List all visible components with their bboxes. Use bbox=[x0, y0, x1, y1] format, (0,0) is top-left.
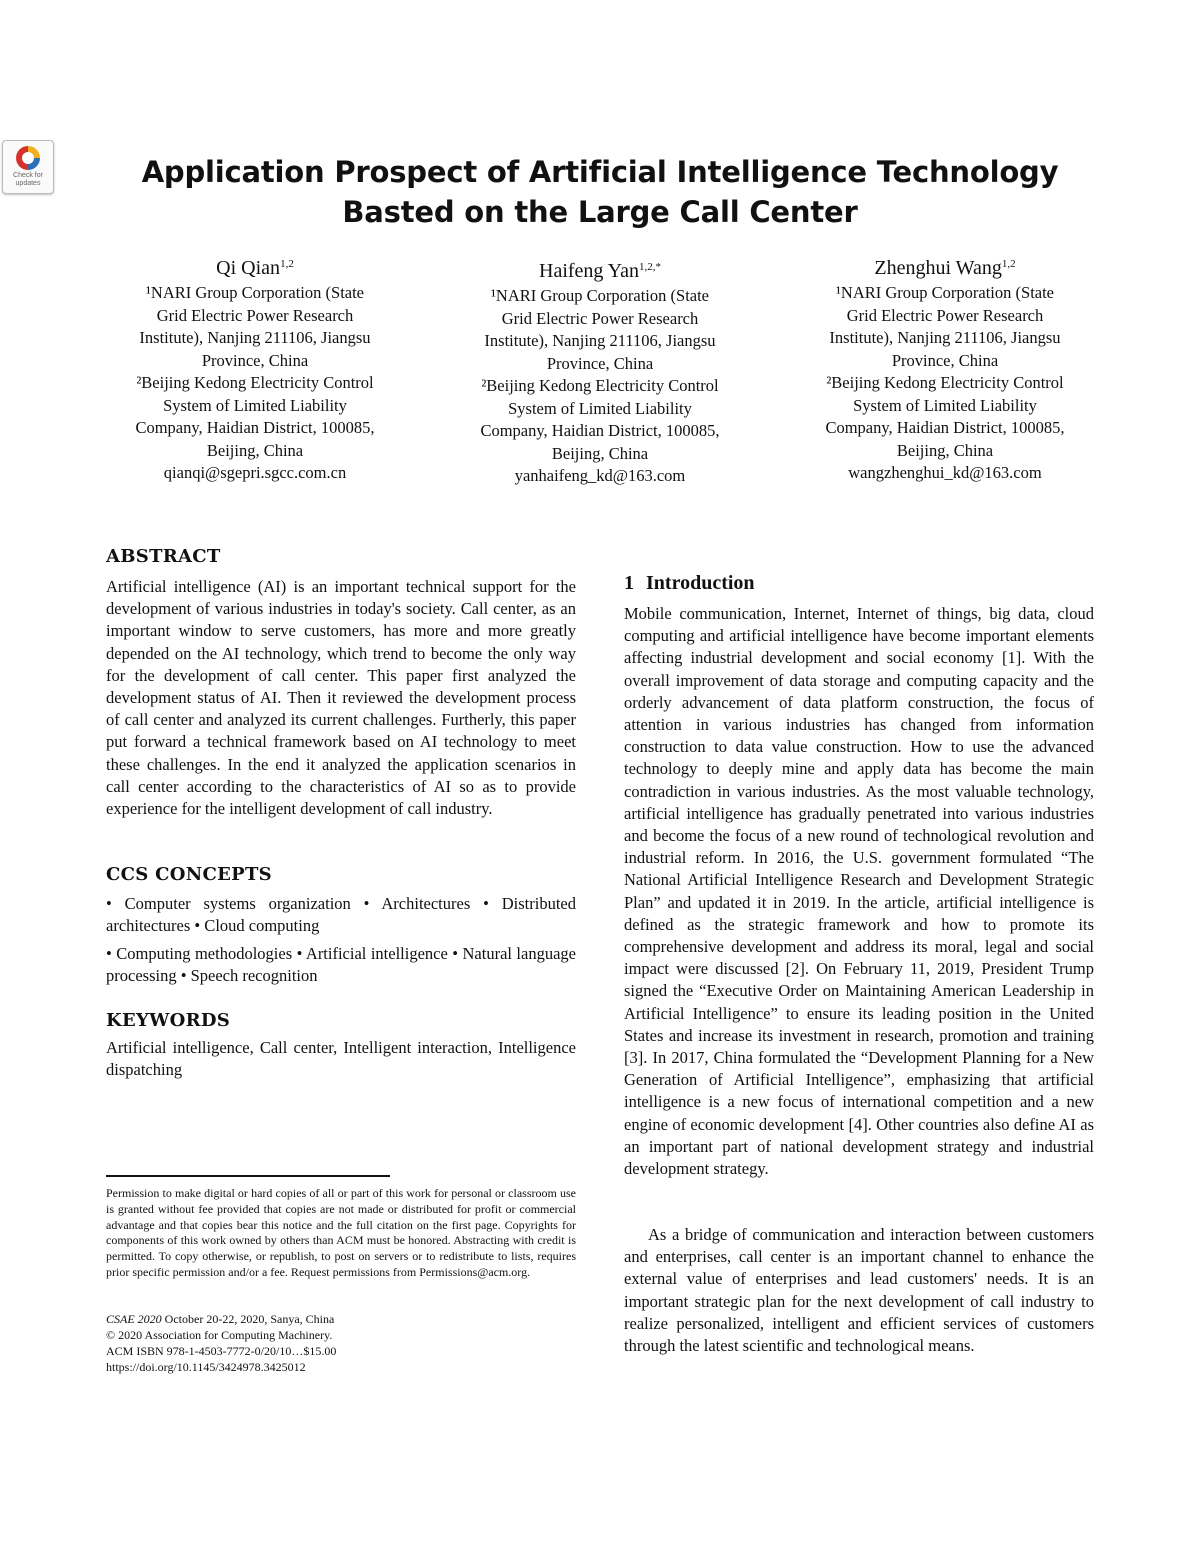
ccs-heading: CCS CONCEPTS bbox=[106, 864, 272, 885]
intro-paragraph-1: Mobile communication, Internet, Internet of things, big data, cloud computing and artificial intelligence have become important elements affecting industrial development and social economy [1]. With the overall improvement of data storage and computing capacity and the orderly advancement of data platform construction, the focus of attention in various industries has changed from information construction to data value construction. How to use the advanced technology to deeply mine and apply data has become the main contradiction in various industries. As the most valuable technology, artificial intelligence has gradually penetrated into various industries and become the focus of a new round of technological revolution and industrial reform. In 2016, the U.S. government formulated “The National Artificial Intelligence Research and Development Strategic Plan” and updated it in 2019. In the article, artificial intelligence is defined as the strategic framework and how to promote its comprehensive development and address its moral, legal and social impact were discussed [2]. On February 11, 2019, President Trump signed the “Executive Order on Maintaining American Leadership in Artificial Intelligence” to ensure its leading position in the United States and increase its investment in research, promotion and training [3]. In 2017, China formulated the “Development Planning for a New Generation of Artificial Intelligence”, emphasizing that artificial intelligence is a new focus of international competition and a new engine of economic development [4]. Other countries also define AI as an important part of national development strategy and industrial development strategy. bbox=[624, 604, 1094, 1179]
abstract-text: Artificial intelligence (AI) is an important technical support for the development of various industries in today's society. Call center, as an important window to serve customers, has more and more greatly depended on the AI technology, which trend to become the only way for the development of call center. This paper first analyzed the development status of AI. Then it reviewed the development process of call center and analyzed its current challenges. Furtherly, this paper put forward a technical framework based on AI technology to meet these challenges. In the end it analyzed the application scenarios in call center according to the characteristics of AI so as to provide experience for the intelligent development of call industry. bbox=[106, 577, 576, 819]
keywords-text: Artificial intelligence, Call center, Intelligent interaction, Intelligence dispatching bbox=[106, 1038, 576, 1080]
doi-link[interactable]: https://doi.org/10.1145/3424978.3425012 bbox=[106, 1360, 306, 1374]
paper-title bbox=[100, 152, 1100, 232]
author-email[interactable]: qianqi@sgepri.sgcc.com.cn bbox=[163, 463, 347, 482]
check-for-updates-badge[interactable] bbox=[2, 140, 54, 194]
author-sup: 1,2 bbox=[280, 258, 294, 270]
section-number: 1 bbox=[624, 572, 634, 594]
author-name: Zhenghui Wang$^{1,2}$ bbox=[874, 257, 1016, 279]
title-line-2: Basted on the Large Call Center bbox=[342, 195, 858, 229]
badge-label: Check for updates bbox=[13, 172, 43, 187]
intro-paragraph-2: As a bridge of communication and interaction between customers and enterprises, call center is an important channel to enhance the external value of enterprises and lead customers' needs. It is an important strategic plan for the next development of call industry to realize personalized, intelligent and efficient services of customers through the latest scientific and technological means. bbox=[624, 1225, 1094, 1356]
section-title: Introduction bbox=[646, 572, 755, 594]
author-email[interactable]: wangzhenghui_kd@163.com bbox=[848, 463, 1042, 482]
keywords-heading: KEYWORDS bbox=[106, 1010, 231, 1031]
author-affiliation: ¹NARI Group Corporation (State Grid Electric Power Research Institute), Nanjing 211106, Jiangsu Province, China ²Beijing Kedong Electricity Control System of Limited Liability Company, Haidian District, 100085, Beijing, China bbox=[135, 283, 375, 460]
ccs-line-1: • Computer systems organization • Architectures • Distributed architectures • Cloud computing bbox=[106, 894, 576, 936]
author-name: Haifeng Yan$^{1,2,*}$ bbox=[539, 260, 661, 282]
author-block-1 bbox=[95, 256, 415, 485]
introduction-heading bbox=[624, 572, 755, 595]
author-sup: 1,2 bbox=[1001, 258, 1016, 270]
author-email[interactable]: yanhaifeng_kd@163.com bbox=[514, 466, 686, 485]
conference-line bbox=[106, 1312, 576, 1328]
title-line-1: Application Prospect of Artificial Intelligence Technology bbox=[141, 155, 1059, 189]
author-block-3 bbox=[785, 256, 1105, 485]
abstract-heading: ABSTRACT bbox=[106, 546, 221, 567]
copyright-line: © 2020 Association for Computing Machinery. bbox=[106, 1328, 333, 1342]
footnote-divider bbox=[106, 1175, 390, 1177]
author-name: Qi Qian$^{1,2}$ bbox=[216, 257, 294, 279]
author-affiliation: ¹NARI Group Corporation (State Grid Electric Power Research Institute), Nanjing 211106, Jiangsu Province, China ²Beijing Kedong Electricity Control System of Limited Liability Company, Haidian District, 100085, Beijing, China bbox=[825, 283, 1065, 460]
ccs-line-2: • Computing methodologies • Artificial intelligence • Natural language processing • Speech recognition bbox=[106, 944, 576, 986]
author-sup: 1,2,* bbox=[639, 261, 661, 273]
permission-notice: Permission to make digital or hard copies of all or part of this work for personal or classroom use is granted without fee provided that copies are not made or distributed for profit or commercial advantage and that copies bear this notice and the full citation on the first page. Copyrights for components of this work owned by others than ACM must be honored. Abstracting with credit is permitted. To copy otherwise, or republish, to post on servers or to redistribute to lists, requires prior specific permission and/or a fee. Request permissions from Permissions@acm.org. bbox=[106, 1186, 576, 1279]
conference-acronym: CSAE 2020 bbox=[106, 1312, 162, 1326]
author-affiliation: ¹NARI Group Corporation (State Grid Electric Power Research Institute), Nanjing 211106, Jiangsu Province, China ²Beijing Kedong Electricity Control System of Limited Liability Company, Haidian District, 100085, Beijing, China bbox=[480, 286, 720, 463]
author-block-2 bbox=[440, 259, 760, 488]
isbn-line: ACM ISBN 978-1-4503-7772-0/20/10…$15.00 bbox=[106, 1344, 337, 1358]
conference-details: October 20-22, 2020, Sanya, China bbox=[161, 1312, 335, 1326]
